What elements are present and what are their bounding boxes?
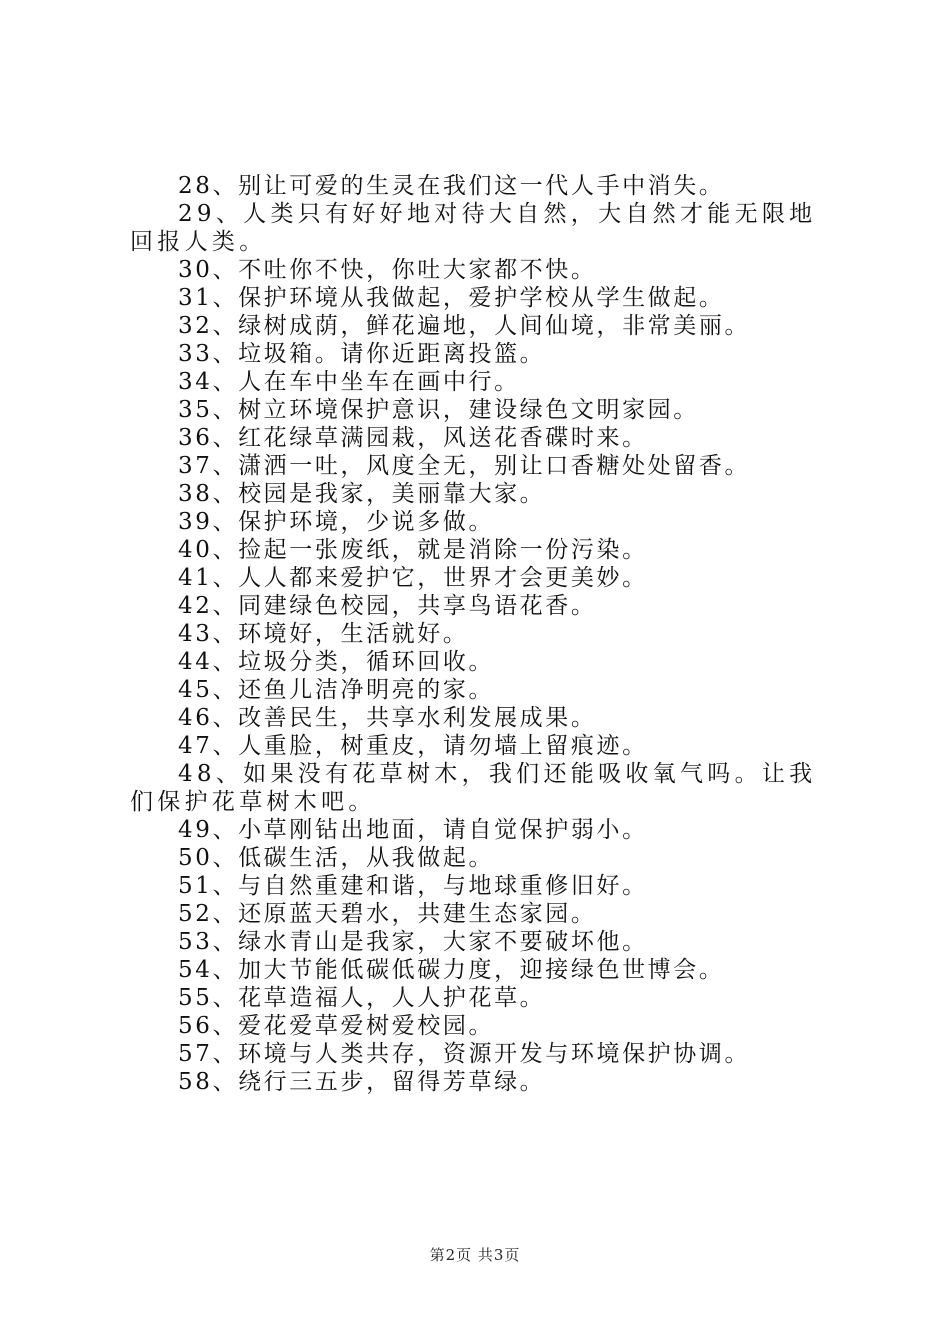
list-item: 46、改善民生，共享水利发展成果。 (178, 705, 597, 731)
list-item: 36、红花绿草满园栽，风送花香碟时来。 (178, 425, 648, 451)
list-item: 42、同建绿色校园，共享鸟语花香。 (178, 593, 597, 619)
list-item: 35、树立环境保护意识，建设绿色文明家园。 (178, 397, 699, 423)
list-item: 38、校园是我家，美丽靠大家。 (178, 481, 546, 507)
list-item: 33、垃圾箱。请你近距离投篮。 (178, 341, 546, 367)
list-item: 39、保护环境，少说多做。 (178, 509, 495, 535)
page-footer: 第2页 共3页 (429, 1246, 521, 1264)
list-item: 51、与自然重建和谐，与地球重修旧好。 (178, 873, 648, 899)
list-item: 40、捡起一张废纸，就是消除一份污染。 (178, 537, 648, 563)
list-item: 56、爱花爱草爱树爱校园。 (178, 1013, 495, 1039)
list-item: 49、小草刚钻出地面，请自觉保护弱小。 (178, 817, 648, 843)
list-item: 47、人重脸，树重皮，请勿墙上留痕迹。 (178, 733, 648, 759)
list-item: 29、人类只有好好地对待大自然，大自然才能无限地回报人类。 (130, 201, 817, 255)
list-item: 57、环境与人类共存，资源开发与环境保护协调。 (178, 1041, 751, 1067)
list-item: 54、加大节能低碳低碳力度，迎接绿色世博会。 (178, 957, 725, 983)
slogan-list (130, 172, 835, 1096)
list-item: 31、保护环境从我做起，爱护学校从学生做起。 (178, 285, 725, 311)
list-item: 28、别让可爱的生灵在我们这一代人手中消失。 (178, 173, 725, 199)
list-item: 50、低碳生活，从我做起。 (178, 845, 495, 871)
list-item: 45、还鱼儿洁净明亮的家。 (178, 677, 495, 703)
list-item: 41、人人都来爱护它，世界才会更美妙。 (178, 565, 648, 591)
list-item: 30、不吐你不快，你吐大家都不快。 (178, 257, 597, 283)
list-item: 34、人在车中坐车在画中行。 (178, 369, 520, 395)
list-item: 53、绿水青山是我家，大家不要破坏他。 (178, 929, 648, 955)
list-item: 58、绕行三五步，留得芳草绿。 (178, 1069, 546, 1095)
list-item: 44、垃圾分类，循环回收。 (178, 649, 495, 675)
list-item: 43、环境好，生活就好。 (178, 621, 469, 647)
list-item: 37、潇洒一吐，风度全无，别让口香糖处处留香。 (178, 453, 751, 479)
list-item: 55、花草造福人，人人护花草。 (178, 985, 546, 1011)
list-item: 52、还原蓝天碧水，共建生态家园。 (178, 901, 597, 927)
list-item: 32、绿树成荫，鲜花遍地，人间仙境，非常美丽。 (178, 313, 751, 339)
list-item: 48、如果没有花草树木，我们还能吸收氧气吗。让我们保护花草树木吧。 (130, 761, 817, 815)
